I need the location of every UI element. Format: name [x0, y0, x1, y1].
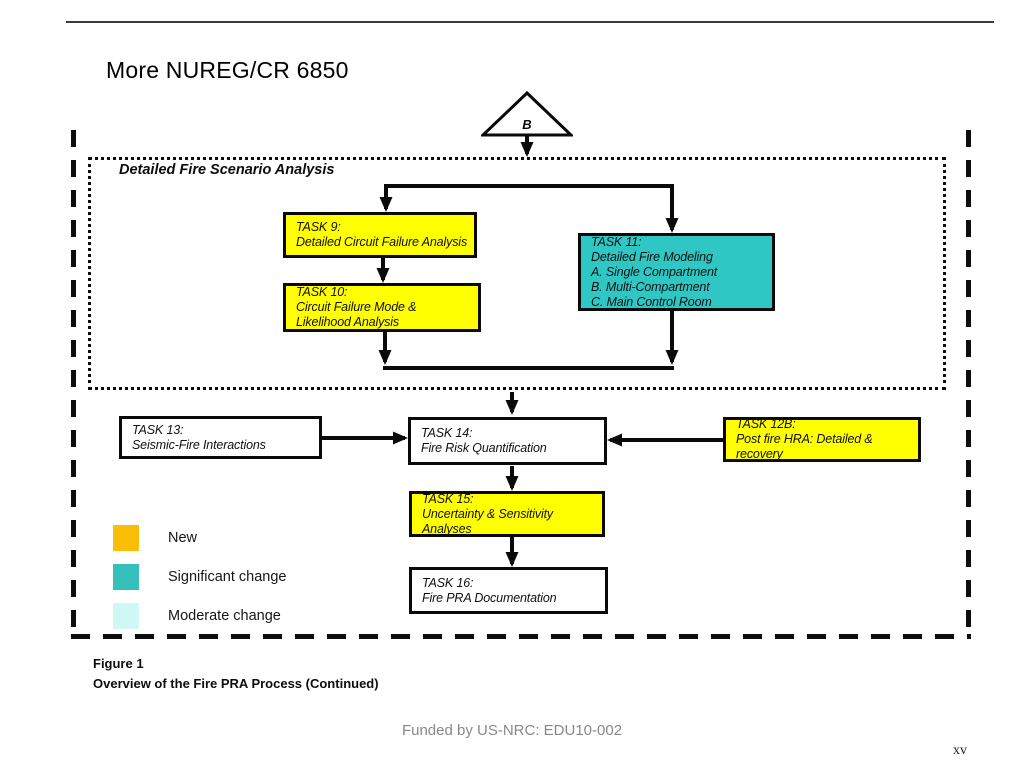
task-14-label: TASK 14:	[421, 426, 473, 440]
task-13-box	[119, 416, 322, 459]
task-10-box	[283, 283, 481, 332]
task-11-item-c: C. Main Control Room	[591, 294, 712, 309]
task-9-label: TASK 9:	[296, 220, 341, 234]
task-14-text: Fire Risk Quantification	[421, 441, 547, 455]
legend-swatch-significant-change	[113, 564, 139, 590]
legend-item-moderate-change	[113, 603, 281, 629]
connector-b-label: B	[522, 117, 532, 132]
task-11-item-a: A. Single Compartment	[591, 264, 718, 279]
task-10-label: TASK 10:	[296, 285, 348, 299]
task-16-box	[409, 567, 608, 614]
task-15-text: Uncertainty & Sensitivity Analyses	[422, 506, 554, 536]
legend-swatch-moderate-change	[113, 603, 139, 629]
legend-swatch-new	[113, 525, 139, 551]
task-11-item-b: B. Multi-Compartment	[591, 279, 710, 294]
task-9-box	[283, 212, 477, 258]
figure-caption-line1: Figure 1	[93, 656, 144, 671]
task-9-text: Detailed Circuit Failure Analysis	[296, 235, 468, 249]
page-number: xv	[953, 743, 967, 758]
legend-item-new	[113, 525, 197, 551]
task-13-label: TASK 13:	[132, 422, 184, 437]
task-11-box	[578, 233, 775, 311]
figure-caption	[93, 654, 379, 694]
legend-label-new: New	[168, 530, 198, 546]
legend-item-significant-change	[113, 564, 287, 590]
task-15-label: TASK 15:	[422, 491, 474, 506]
task-10-text: Circuit Failure Mode & Likelihood Analysis	[296, 300, 417, 329]
task-12b-text: Post fire HRA: Detailed & recovery	[736, 432, 873, 461]
detailed-fire-scenario-section	[88, 157, 946, 390]
section-label: Detailed Fire Scenario Analysis	[119, 162, 335, 178]
task-16-label: TASK 16:	[422, 575, 474, 590]
footer-funding-note: Funded by US-NRC: EDU10-002	[401, 722, 623, 739]
slide-title: More NUREG/CR 6850	[106, 57, 349, 83]
task-12b-label: TASK 12B:	[736, 417, 796, 431]
task-11-label: TASK 11:	[591, 234, 642, 249]
offpage-connector-b	[481, 91, 573, 138]
task-14-box	[408, 417, 607, 465]
task-15-box	[409, 491, 605, 537]
legend-label-significant-change: Significant change	[168, 569, 287, 585]
task-11-text: Detailed Fire Modeling	[591, 249, 713, 264]
legend-label-moderate-change: Moderate change	[168, 608, 281, 624]
figure-caption-line2: Overview of the Fire PRA Process (Continued)	[93, 676, 379, 692]
task-16-text: Fire PRA Documentation	[422, 590, 557, 605]
task-13-text: Seismic-Fire Interactions	[132, 437, 266, 452]
task-12b-box	[723, 417, 921, 462]
